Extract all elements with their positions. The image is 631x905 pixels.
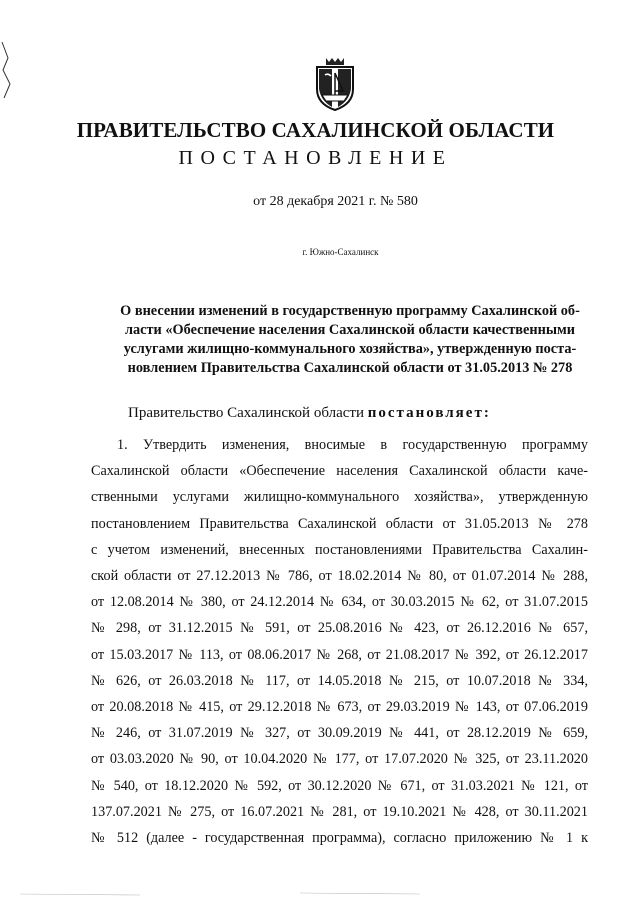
body-paragraph <box>91 432 588 851</box>
body-line: от 12.08.2014 № 380, от 24.12.2014 № 634, от 30.03.2015 № 62, от 31.07.2015 <box>91 594 588 611</box>
subject-line: О внесении изменений в государственную программу Сахалинской об- <box>120 303 580 319</box>
body-line: от 20.08.2018 № 415, от 29.12.2018 № 673, от 29.03.2019 № 143, от 07.06.2019 <box>91 699 588 716</box>
body-line: 1. Утвердить изменения, вносимые в государственную программу <box>117 437 588 453</box>
margin-scan-mark <box>0 40 16 100</box>
body-line: № 246, от 31.07.2019 № 327, от 30.09.2019 № 441, от 28.12.2019 № 659, <box>91 725 588 742</box>
body-line: № 540, от 18.12.2020 № 592, от 30.12.2020 № 671, от 31.03.2021 № 121, от <box>91 777 588 794</box>
body-line: № 626, от 26.03.2018 № 117, от 14.05.2018 № 215, от 10.07.2018 № 334, <box>91 672 588 689</box>
intro-emphasis: постановляет: <box>367 405 491 421</box>
body-line: № 298, от 31.12.2015 № 591, от 25.08.2016 № 423, от 26.12.2016 № 657, <box>91 620 588 637</box>
body-line: № 512 (далее - государственная программа), согласно приложению № 1 к <box>91 830 588 847</box>
intro-paragraph <box>128 405 491 422</box>
body-line: с учетом изменений, внесенных постановлениями Правительства Сахалин- <box>91 541 588 558</box>
document-type: ПОСТАНОВЛЕНИЕ <box>178 147 453 169</box>
subject-line: новлением Правительства Сахалинской области от 31.05.2013 № 278 <box>127 360 573 376</box>
body-line: постановлением Правительства Сахалинской области от 31.05.2013 № 278 <box>91 515 588 532</box>
body-line: от 15.03.2017 № 113, от 08.06.2017 № 268, от 21.08.2017 № 392, от 26.12.2017 <box>91 646 588 663</box>
body-line: 137.07.2021 № 275, от 16.07.2021 № 281, от 19.10.2021 № 428, от 30.11.2021 <box>91 803 588 820</box>
body-line: Сахалинской области «Обеспечение населения Сахалинской области каче- <box>91 463 588 480</box>
document-subject <box>105 302 595 378</box>
body-line: от 03.03.2020 № 90, от 10.04.2020 № 177, от 17.07.2020 № 325, от 23.11.2020 <box>91 751 588 768</box>
intro-text: Правительство Сахалинской области <box>128 405 368 421</box>
body-line: ственными услугами жилищно-коммунального хозяйства», утвержденную <box>91 489 588 506</box>
scan-edge-noise <box>0 880 631 900</box>
subject-line: услугами жилищно-коммунального хозяйства», утвержденную поста- <box>123 341 577 357</box>
government-title: ПРАВИТЕЛЬСТВО САХАЛИНСКОЙ ОБЛАСТИ <box>76 118 555 142</box>
document-date-number: от 28 декабря 2021 г. № 580 <box>253 194 418 209</box>
sakhalin-coat-of-arms-icon <box>314 55 356 111</box>
subject-line: ласти «Обеспечение населения Сахалинской области качественными <box>125 322 575 338</box>
document-city: г. Южно-Сахалинск <box>302 247 379 257</box>
body-line: ской области от 27.12.2013 № 786, от 18.02.2014 № 80, от 01.07.2014 № 288, <box>91 568 588 585</box>
